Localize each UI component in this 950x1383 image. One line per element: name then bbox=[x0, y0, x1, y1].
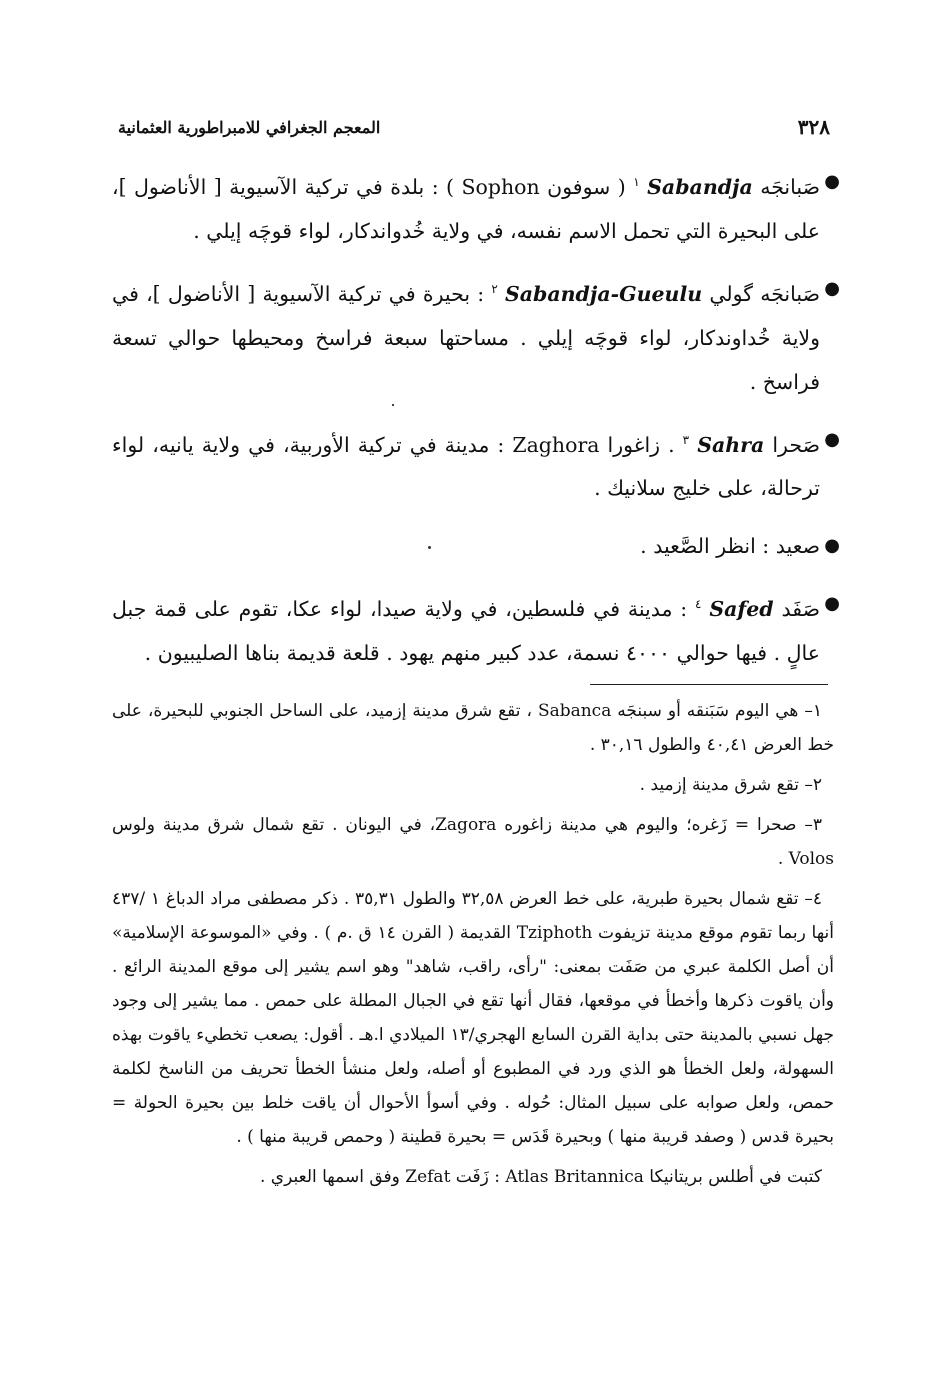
entry-latin-name: Sabandja-Gueulu bbox=[504, 281, 703, 306]
note-reference: ٢ bbox=[491, 281, 498, 296]
entry-text: : انظر الصَّعيد . bbox=[640, 534, 770, 559]
entry-text: . زاغورا Zaghora : مدينة في تركية الأوربية، في ولاية يانيه، لواء ترحالة، على خليج سلانيك . bbox=[112, 432, 820, 501]
footnote-4: ٤– تقع شمال بحيرة طبرية، على خط العرض ٣٢,٥٨ والطول ٣٥,٣١ . ذكر مصطفى مراد الدباغ ١ /٤٣٧ أنها ربما تقوم موقع مدينة تزيفوت Tziphoth القديمة ( القرن ١٤ ق .م ) . وفي «الموسوعة الإسلامية» أن أصل الكلمة عبري من صَفَت بمعنى: "رأى، راقب، شاهد" وهو اسم يشير إلى موقع المدينة الرائع . وأن ياقوت ذكرها وأخطأ في موقعها، فقال أنها تقع في الجبال المطلة على حمص . مما يشير إلى وجود جهل نسبي بالمدينة حتى بداية القرن السابع الهجري/١٣ الميلادي ا.هـ . أقول: يصعب تخطيء ياقوت بهذه السهولة، ولعل الخطأ هو الذي ورد في المطبوع أو أصله، ولعل منشأ الخطأ تحريف من الناسخ لكلمة حمص، ولعل صوابه على سبيل المثال: حُوله . وفي أسوأ الأحوال أن ياقت خلط بين بحيرة الحولة = بحيرة قدس ( وصفد قريبة منها ) وبحيرة قَدَس = بحيرة قطينة ( وحمص قريبة منها ) . bbox=[112, 889, 834, 1147]
note-reference: ٤ bbox=[695, 597, 702, 612]
entry-sabandja-gueulu bbox=[112, 267, 840, 404]
entry-arabic-name: صَبانجَه گولي bbox=[709, 281, 820, 306]
entry-latin-name: Sahra bbox=[697, 432, 765, 457]
entry-arabic-name: صَبانجَه bbox=[760, 174, 820, 199]
page-number: ٣٢٨ bbox=[797, 115, 830, 139]
scan-speck bbox=[428, 546, 431, 549]
bullet-icon: ● bbox=[824, 535, 840, 557]
entry-said bbox=[112, 524, 840, 568]
entry-text: : بحيرة في تركية الآسيوية [ الأناضول ]، في ولاية خُداوندكار، لواء قوچَه إيلي . مساحتها سبعة فراسخ ومحيطها حوالي تسعة فراسخ . bbox=[112, 281, 820, 394]
entry-latin-name: Safed bbox=[709, 597, 774, 622]
entry-arabic-name: صَحرا bbox=[772, 432, 820, 457]
entry-arabic-name: صَفَد bbox=[781, 597, 820, 622]
page-header bbox=[118, 112, 830, 142]
entries-list bbox=[112, 160, 840, 689]
note-reference: ٣ bbox=[682, 432, 690, 447]
bullet-icon: ● bbox=[824, 277, 840, 299]
note-reference: ١ bbox=[633, 175, 640, 189]
bullet-icon: ● bbox=[824, 593, 840, 615]
footnote-1: ١– هي اليوم سَبَنقه أو سبنجَه Sabanca ، تقع شرق مدينة إزميد، على الساحل الجنوبي للبحيرة، على خط العرض ٤٠,٤١ والطول ٣٠,١٦ . bbox=[112, 701, 834, 755]
footnote-3: ٣– صحرا = زَغره؛ واليوم هي مدينة زاغوره Zagora، في اليونان . تقع شمال شرق مدينة ولوس Volos . bbox=[112, 815, 834, 869]
scan-speck bbox=[392, 404, 394, 406]
running-title: المعجم الجغرافي للامبراطورية العثمانية bbox=[118, 117, 381, 137]
entry-latin-name: Sabandja bbox=[647, 174, 753, 199]
footnote-2: ٢– تقع شرق مدينة إزميد . bbox=[639, 775, 822, 795]
footnote-4-continuation: كتبت في أطلس بريتانيكا Atlas Britannica : زَفَت Zefat وفق اسمها العبري . bbox=[260, 1167, 822, 1187]
entry-sabandja bbox=[112, 160, 840, 253]
entry-safed bbox=[112, 582, 840, 675]
entry-arabic-name: صعيد bbox=[775, 534, 820, 559]
entry-text: ( سوفون Sophon ) : بلدة في تركية الآسيوية [ الأناضول ]، على البحيرة التي تحمل الاسم نفسه، في ولاية خُدواندكار، لواء قوچَه إيلي . bbox=[112, 174, 820, 243]
footnotes bbox=[112, 694, 834, 1200]
bullet-icon: ● bbox=[824, 171, 840, 192]
footnote-divider bbox=[590, 684, 828, 685]
entry-text: : مدينة في فلسطين، في ولاية صيدا، لواء عكا، تقوم على قمة جبل عالٍ . فيها حوالي ٤٠٠٠ نسمة، عدد كبير منهم يهود . قلعة قديمة بناها الصليبيون . bbox=[112, 597, 820, 666]
entry-sahra bbox=[112, 418, 840, 511]
bullet-icon: ● bbox=[824, 428, 840, 450]
